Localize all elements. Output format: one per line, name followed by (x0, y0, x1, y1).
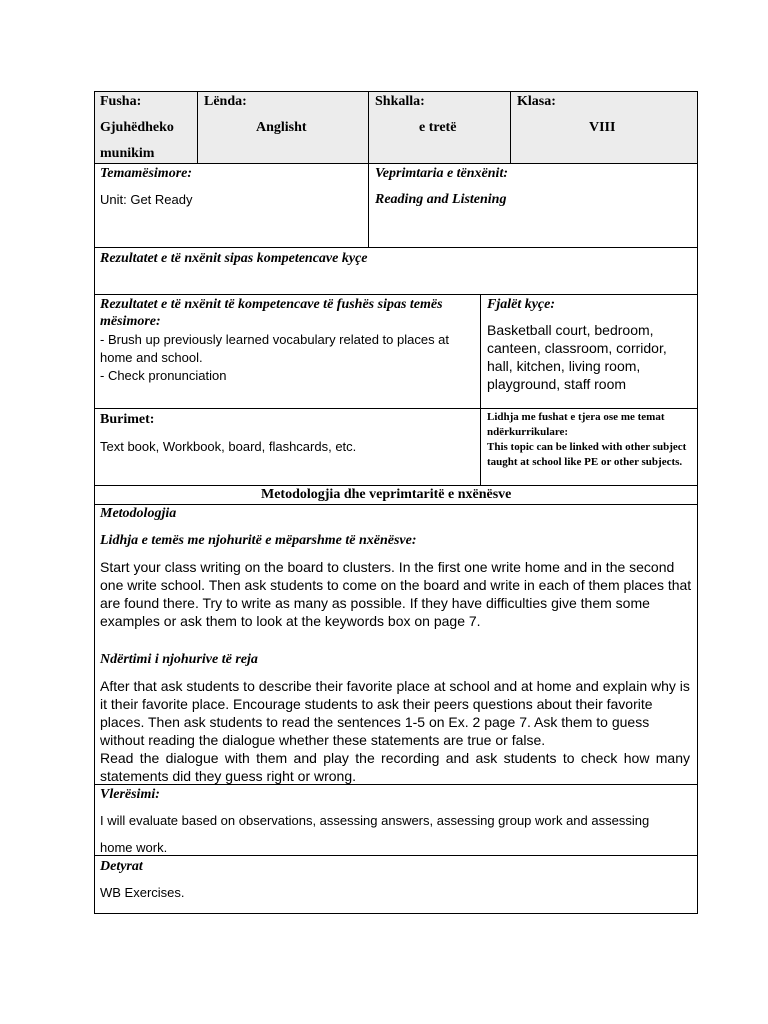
topic-label: Temamësimore: (100, 166, 193, 181)
new-knowledge-label: Ndërtimi i njohurive të reja (100, 652, 258, 667)
outcomes-field-label-line1: Rezultatet e të nxënit të kompetencave të fushës sipas temës (100, 297, 443, 312)
row-divider (94, 855, 698, 856)
links-text: This topic can be linked with other subject taught at school like PE or other subjects. (487, 441, 687, 468)
new-knowledge-text-2: Read the dialogue with them and play the recording and ask students to check how many statements did they guess right or wrong. (100, 750, 690, 784)
shkalla-label: Shkalla: (375, 94, 425, 109)
keywords-label: Fjalët kyçe: (487, 297, 556, 312)
homework-label: Detyrat (100, 859, 143, 874)
column-divider (368, 91, 369, 247)
row-divider (94, 408, 698, 409)
methodology-label: Metodologjia (100, 506, 177, 521)
homework-text: WB Exercises. (100, 885, 185, 900)
outcome-item-2: - Check pronunciation (100, 368, 227, 383)
klasa-value: VIII (589, 120, 616, 135)
column-divider (480, 294, 481, 485)
row-divider (94, 504, 698, 505)
activity-value: Reading and Listening (375, 192, 507, 207)
outcome-item-1-line1: - Brush up previously learned vocabulary related to places at (100, 332, 450, 347)
outcome-item-1-line2: home and school. (100, 350, 203, 365)
topic-value: Unit: Get Ready (100, 192, 193, 207)
lenda-value: Anglisht (256, 120, 307, 135)
assessment-text-line2: home work. (100, 840, 168, 855)
prior-knowledge-label: Lidhja e temës me njohuritë e mëparshme të nxënësve: (100, 533, 417, 548)
prior-knowledge-text: Start your class writing on the board to clusters. In the first one write home and in the second one write school. Then ask students to come on the board and write in each of them places that are found there. Try to write as many as possible. If they have difficulties give them some examples or ask them to look at the keywords box on page 7. (100, 559, 692, 629)
outcomes-key-label: Rezultatet e të nxënit sipas kompetencave kyçe (100, 251, 368, 266)
assessment-text-line1: I will evaluate based on observations, assessing answers, assessing group work and assessing (100, 813, 650, 828)
row-divider (94, 163, 698, 164)
resources-value: Text book, Workbook, board, flashcards, etc. (100, 439, 357, 454)
keywords-text: Basketball court, bedroom, canteen, classroom, corridor, hall, kitchen, living room, playground, staff room (487, 322, 667, 392)
new-knowledge-text: After that ask students to describe their favorite place at school and at home and explain why is it their favorite place. Encourage students to ask their peers questions about their favorite places. Then ask students to read the sentences 1-5 on Ex. 2 page 7. Ask them to guess without reading the dialogue whether these statements are true or false. (100, 678, 690, 748)
outcomes-field-label-line2: mësimore: (100, 314, 161, 329)
links-label: Lidhja me fushat e tjera ose me temat ndërkurrikulare: (487, 411, 665, 438)
resources-label: Burimet: (100, 412, 155, 427)
row-divider (94, 294, 698, 295)
column-divider (510, 91, 511, 163)
column-divider (197, 91, 198, 163)
shkalla-value: e tretë (419, 120, 457, 135)
klasa-label: Klasa: (517, 94, 556, 109)
fusha-value-line1: Gjuhëdheko (100, 120, 174, 135)
methodology-title: Metodologjia dhe veprimtaritë e nxënësve (261, 487, 512, 502)
fusha-value-line2: munikim (100, 146, 155, 161)
activity-label: Veprimtaria e tënxënit: (375, 166, 508, 181)
fusha-label: Fusha: (100, 94, 142, 109)
lenda-label: Lënda: (204, 94, 247, 109)
row-divider (94, 247, 698, 248)
assessment-label: Vlerësimi: (100, 787, 160, 802)
